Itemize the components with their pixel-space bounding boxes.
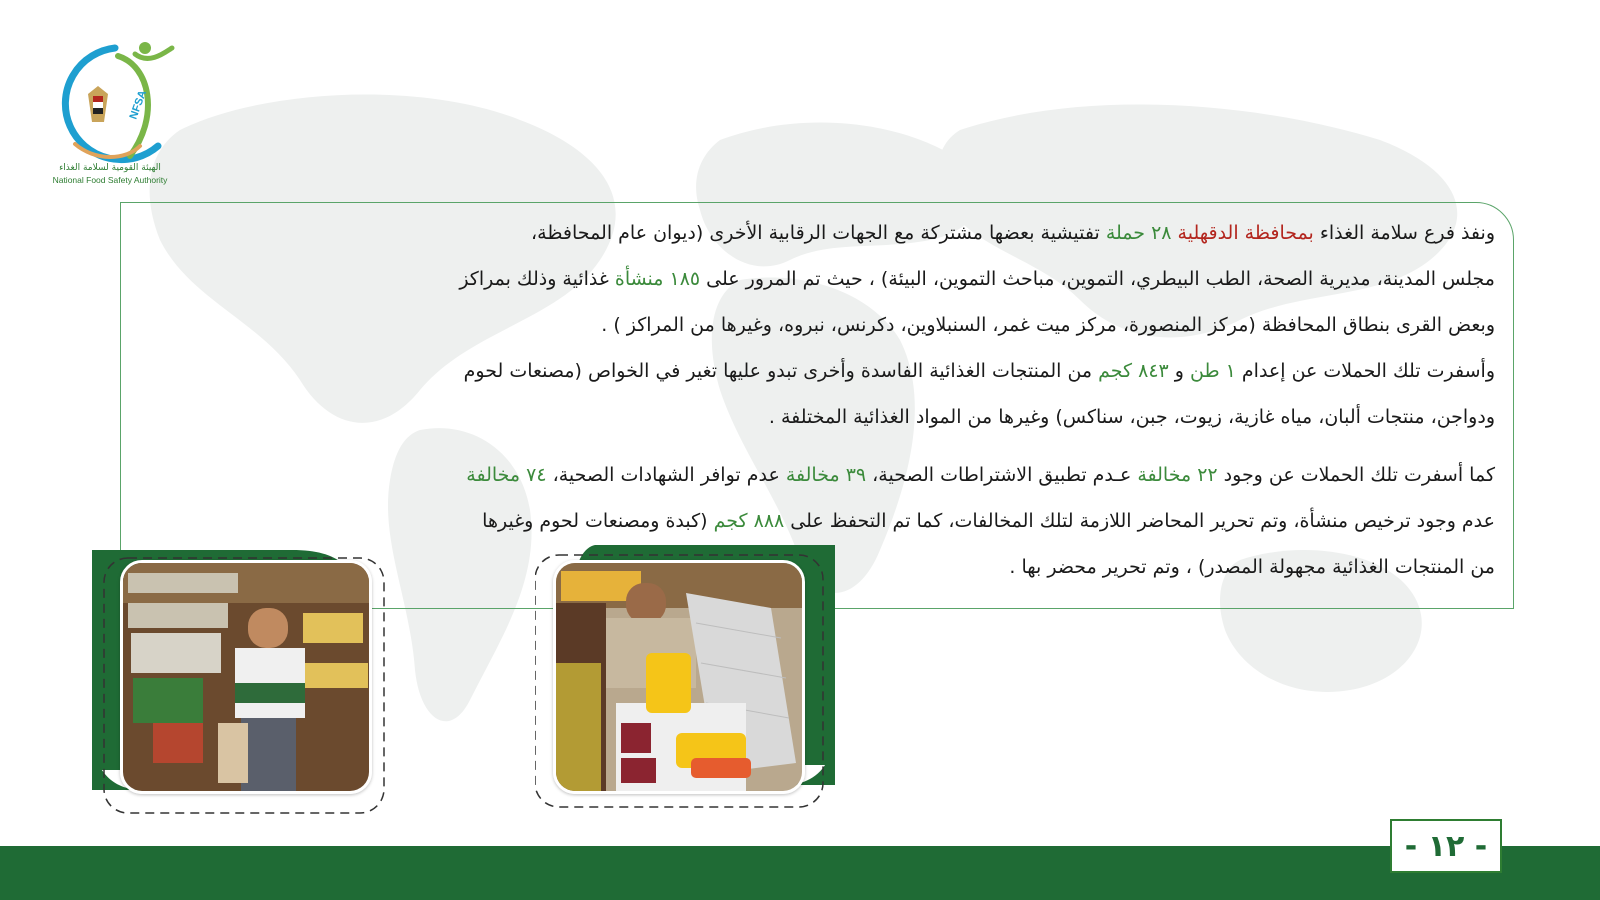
inspection-photo-right-frame xyxy=(535,545,835,825)
paragraph-2-line-2: عدم وجود ترخيص منشأة، وتم تحرير المحاضر اللازمة لتلك المخالفات، كما تم التحفظ على ٨٨٨ كجم (كبدة ومصنعات لحوم وغيرها xyxy=(482,510,1495,532)
footer-bar xyxy=(0,846,1600,900)
violations-count-2: ٣٩ مخالفة xyxy=(785,464,867,486)
paragraph-1-line-4: وأسفرت تلك الحملات عن إعدام ١ طن و ٨٤٣ كجم من المنتجات الغذائية الفاسدة وأخرى تبدو عليها تغير في الخواص (مصنعات لحوم xyxy=(463,360,1495,382)
seized-kg: ٨٨٨ كجم xyxy=(713,510,785,532)
page-number: - ١٢ - xyxy=(1390,819,1502,873)
destroyed-kg: ٨٤٣ كجم xyxy=(1098,360,1169,382)
facility-count: ١٨٥ منشأة xyxy=(614,268,701,290)
destroyed-tons: ١ طن xyxy=(1190,360,1236,382)
paragraph-1-line-2: مجلس المدينة، مديرية الصحة، الطب البيطري، التموين، مباحث التموين، البيئة) ، حيث تم المرور على ١٨٥ منشأة غذائية وذلك بمراكز xyxy=(459,268,1495,290)
violations-count-1: ٢٢ مخالفة xyxy=(1137,464,1218,486)
logo-arabic-name: الهيئة القومية لسلامة الغذاء xyxy=(59,163,161,173)
campaign-count: ٢٨ حملة xyxy=(1105,222,1172,244)
freezer-inspection-photo xyxy=(553,560,805,794)
eagle-emblem-icon xyxy=(88,86,108,122)
paragraph-1-line-3: وبعض القرى بنطاق المحافظة (مركز المنصورة، مركز ميت غمر، السنبلاوين، دكرنس، نبروه، وغيرها من المراكز ) . xyxy=(601,314,1495,336)
report-text xyxy=(150,210,1495,590)
paragraph-1-line-5: ودواجن، منتجات ألبان، مياه غازية، زيوت، جبن، سناكس) وغيرها من المواد الغذائية المختلفة . xyxy=(768,406,1495,428)
paragraph-2-line-1: كما أسفرت تلك الحملات عن وجود ٢٢ مخالفة عـدم تطبيق الاشتراطات الصحية، ٣٩ مخالفة عدم توافر الشهادات الصحية، ٧٤ مخالفة xyxy=(466,464,1495,486)
paragraph-1-line-1: ونفذ فرع سلامة الغذاء بمحافظة الدقهلية ٢٨ حملة تفتيشية بعضها مشتركة مع الجهات الرقابية الأخرى (ديوان عام المحافظة، xyxy=(531,222,1495,244)
logo-english-name: National Food Safety Authority xyxy=(52,175,168,185)
governorate-name: بمحافظة الدقهلية xyxy=(1177,222,1314,244)
store-inspection-photo xyxy=(120,560,372,794)
logo-monogram: NFSA xyxy=(127,88,150,122)
inspection-photo-left-frame xyxy=(92,550,392,830)
violations-count-3: ٧٤ مخالفة xyxy=(466,464,547,486)
paragraph-2-line-3: من المنتجات الغذائية مجهولة المصدر) ، وتم تحرير محضر بها . xyxy=(1009,556,1495,578)
